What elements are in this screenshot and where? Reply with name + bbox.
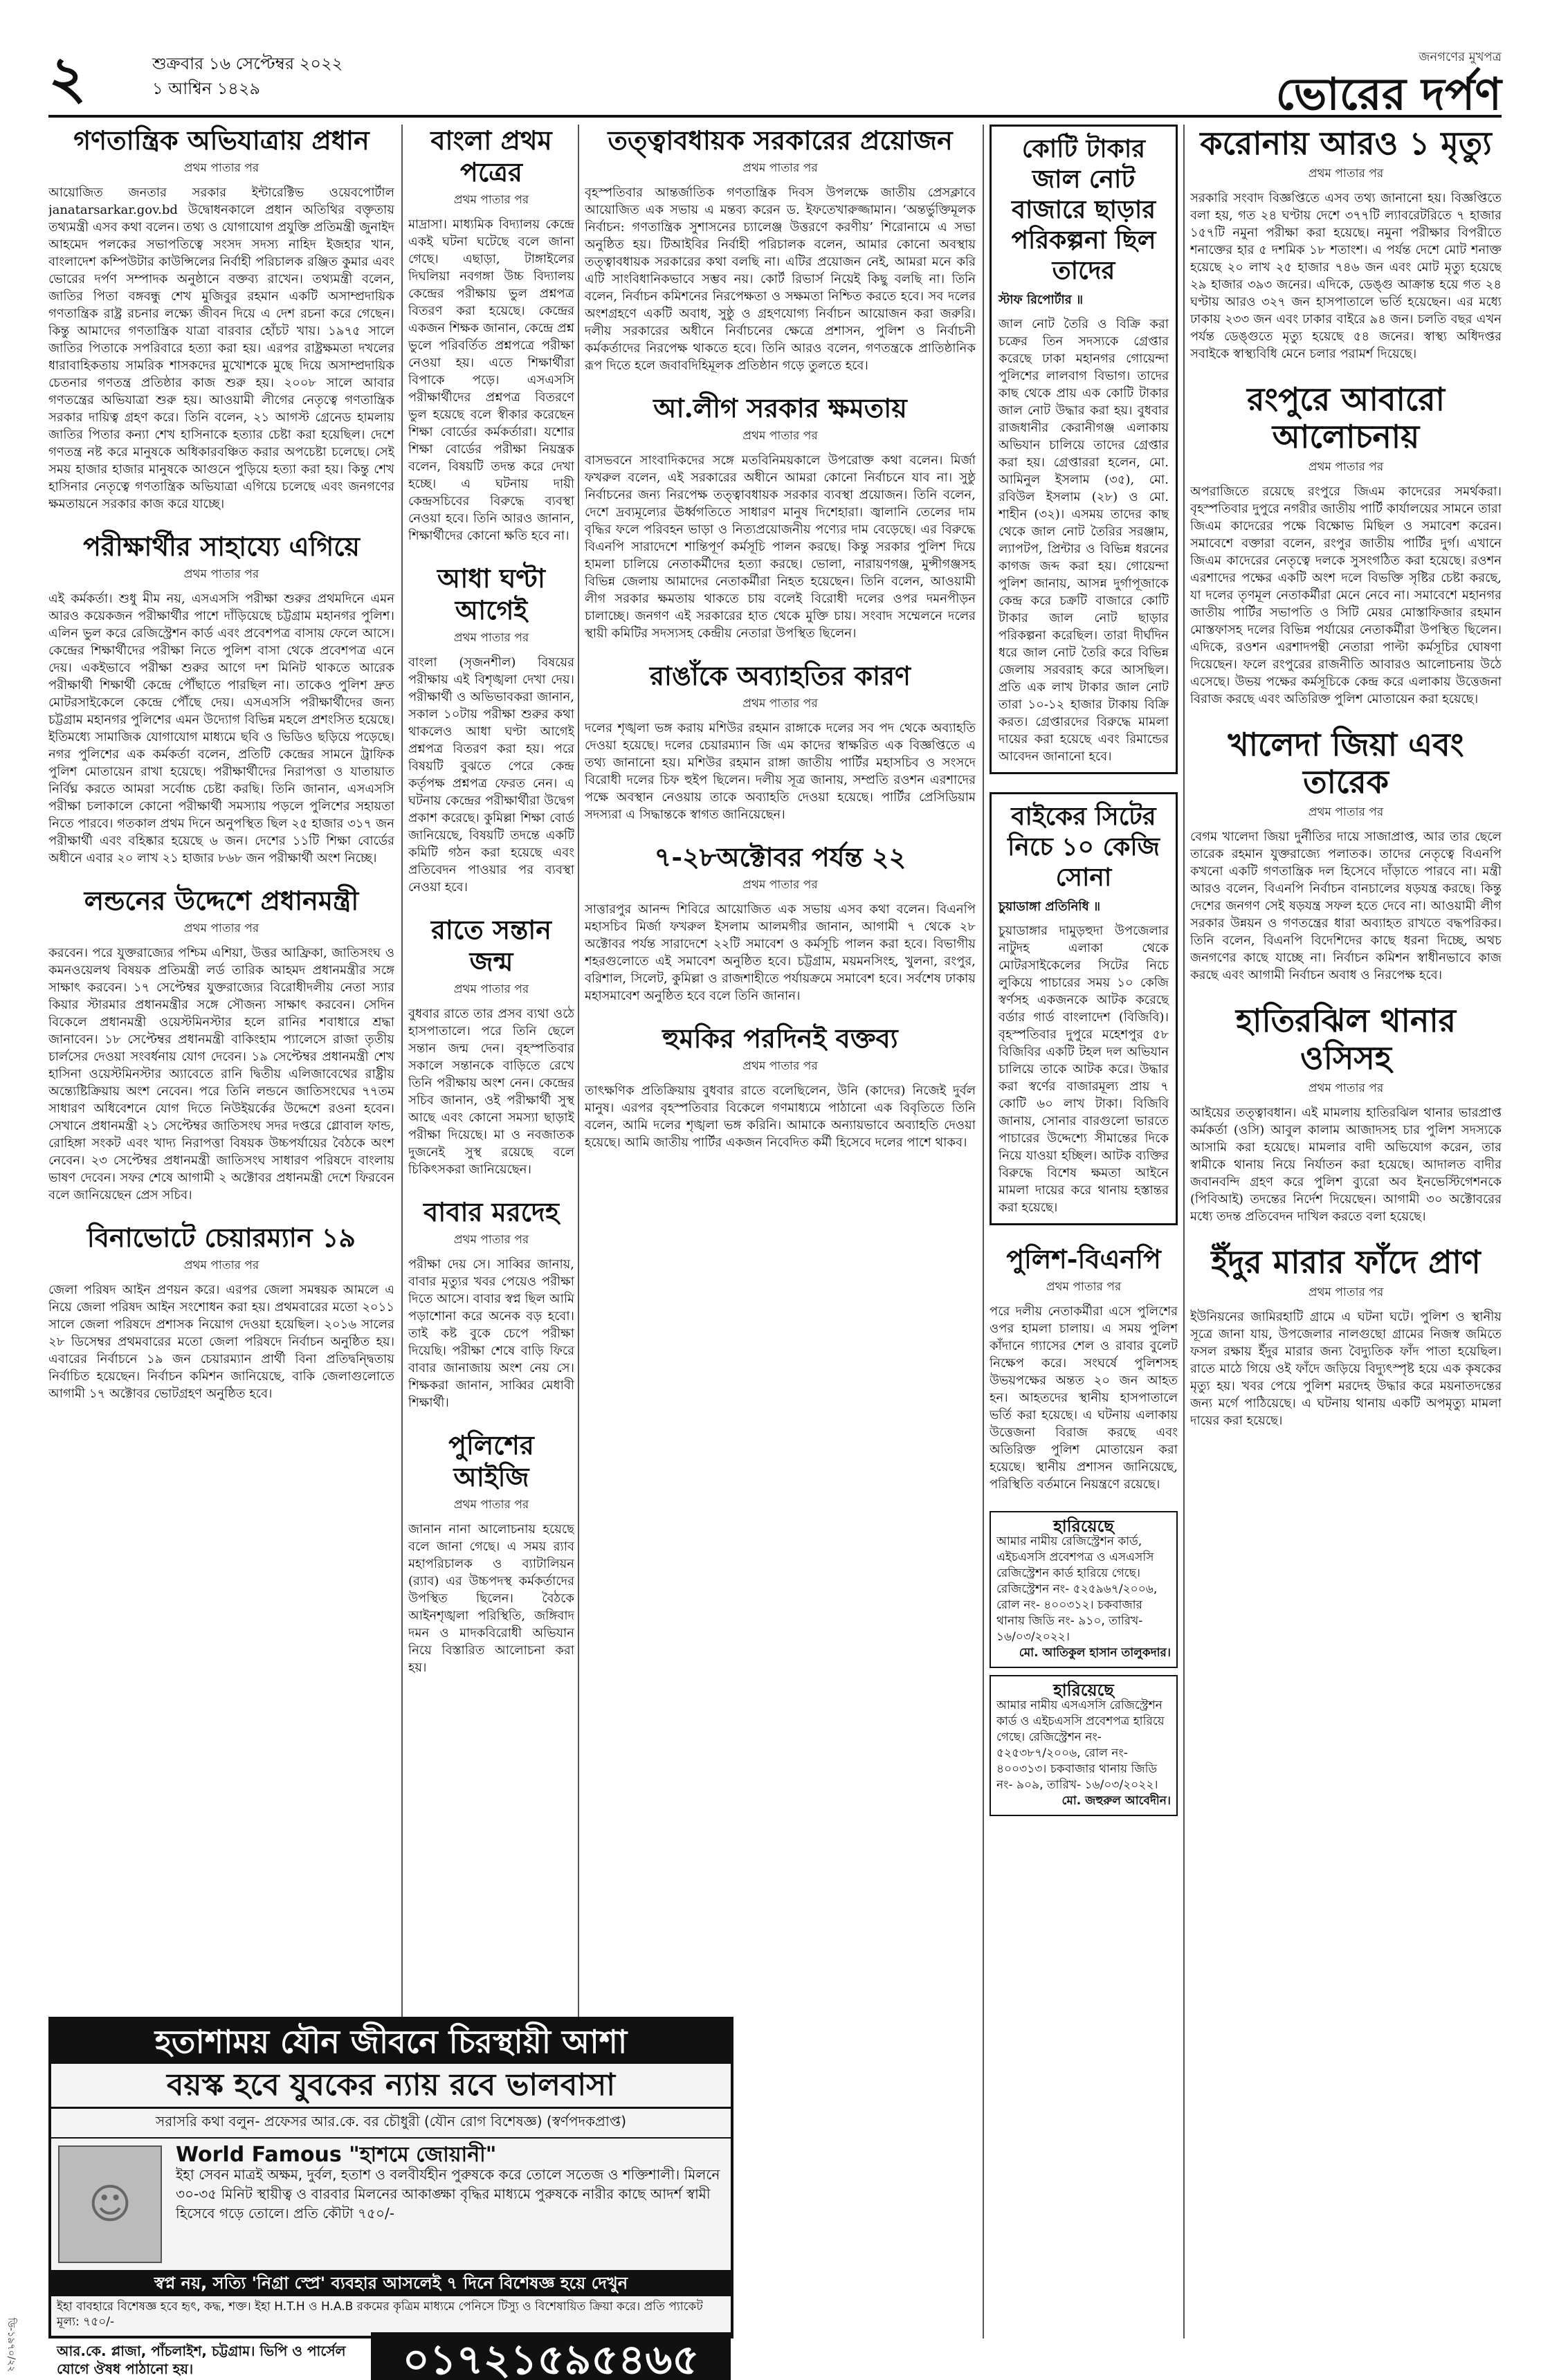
newspaper-logo bbox=[1276, 47, 1502, 121]
article bbox=[585, 660, 976, 823]
logo-tagline: জনগণের মুখপত্র bbox=[1419, 50, 1502, 64]
article bbox=[408, 914, 574, 1178]
column-rule bbox=[983, 125, 984, 2338]
headline: খালেদা জিয়া এবং তারেক bbox=[1228, 726, 1464, 800]
date-bengali: ১ আশ্বিন ১৪২৯ bbox=[152, 79, 261, 98]
article-body: চুয়াডাঙ্গার দামুড়হুদা উপজেলার নাটুদহ এলাকা থেকে মোটরসাইকেলের সিটের নিচে লুকিয়ে পাচারের সময় ১০ কেজি স্বর্ণসহ একজনকে আটক করেছে বর্ডার গার্ড বাংলাদেশ (বিজিবি)। বৃহস্পতিবার দুপুরে মহেশপুর ৫৮ বিজিবির একটি টহল দল অভিযান চালিয়ে তাকে আটক করে। উদ্ধার করা স্বর্ণের বাজারমূল্য প্রায় ৭ কোটি ৬০ লাখ টাকা। বিজিবি জানায়, সোনার বারগুলো ভারতে পাচারের উদ্দেশ্যে সীমান্তের দিকে নিয়ে যাওয়া হচ্ছিল। আটক ব্যক্তির বিরুদ্ধে বিশেষ ক্ষমতা আইনে মামলা দায়ের করে থানায় হস্তান্তর করা হয়েছে। bbox=[999, 924, 1169, 1215]
article-body: জেলা পরিষদ আইন প্রণয়ন করে। এরপর জেলা সমন্বয়ক আমলে এ নিয়ে জেলা পরিষদ আইন সংশোধন করা হয়। প্রথমবারের মতো ২০১১ সালে জেলা পরিষদে প্রশাসক নিয়োগ দেওয়া হয়েছিল। ২০১৬ সালের ২৮ ডিসেম্বর প্রথমবারের মতো জেলা পরিষদে নির্বাচন অনুষ্ঠিত হয়। এবারের নির্বাচনে ১৯ জন চেয়ারম্যান প্রার্থী বিনা প্রতিদ্বন্দ্বিতায় নির্বাচিত হয়েছেন। নির্বাচন কমিশন জানিয়েছে, বাকি জেলাগুলোতে আগামী ১৭ অক্টোবর ভোটগ্রহণ অনুষ্ঠিত হবে। bbox=[48, 1283, 394, 1401]
article bbox=[1190, 381, 1502, 708]
article bbox=[585, 392, 976, 642]
article-body: মাদ্রাসা। মাধ্যমিক বিদ্যালয় কেন্দ্রে একই ঘটনা ঘটেছে বলে জানা গেছে। এছাড়া, টাঙ্গাইলের দিঘলিয়া নবগঙ্গা উচ্চ বিদ্যালয় কেন্দ্রের পরীক্ষায় ভুল প্রশ্নপত্র বিতরণ করা হয়েছে। কেন্দ্রের একজন শিক্ষক জানান, কেন্দ্রে প্রশ্ন ভুলে পরিবর্তিত প্রশ্নপত্রে পরীক্ষা নেওয়া হয়। এতে শিক্ষার্থীরা বিপাকে পড়ে। এসএসসি পরীক্ষার্থীদের প্রশ্নপত্র বিতরণে ভুল হয়েছে বলে স্বীকার করেছেন শিক্ষা বোর্ডের কর্মকর্তারা। যশোর শিক্ষা বোর্ডের পরীক্ষা নিয়ন্ত্রক বলেন, বিষয়টি তদন্ত করে দেখা হচ্ছে। এ ঘটনায় দায়ী কেন্দ্রসচিবের বিরুদ্ধে ব্যবস্থা নেওয়া হবে। তিনি আরও জানান, শিক্ষার্থীদের কোনো ক্ষতি হবে না। bbox=[408, 217, 574, 543]
article-body: আয়োজিত জনতার সরকার ইন্টারেক্টিভ ওয়েবপোর্টাল janatarsarkar.gov.bd উদ্বোধনকালে প্রধান অতিথির বক্তৃতায় তথ্যমন্ত্রী এসব কথা বলেন। তথ্য ও যোগাযোগ প্রযুক্তি প্রতিমন্ত্রী জুনাইদ আহমেদ পলকের সভাপতিত্বে সংসদ সদস্য নাহিদ ইজহার খান, বাংলাদেশ কম্পিউটার কাউন্সিলের নির্বাহী পরিচালক রঞ্জিত কুমার এবং ভোরের দর্পণ সম্পাদক অনুষ্ঠানে বক্তব্য রাখেন। তথ্যমন্ত্রী বলেন, জাতির পিতা বঙ্গবন্ধু শেখ মুজিবুর রহমান একটি অসাম্প্রদায়িক গণতান্ত্রিক রাষ্ট্র রচনার লক্ষ্যে জীবন দিয়ে এ দেশ রচনা করে গেছেন। কিন্তু আমাদের গণতান্ত্রিক যাত্রা বারবার হোঁচট খায়। ১৯৭৫ সালে জাতির পিতাকে সপরিবারে হত্যা করা হয়। এরপর রাষ্ট্রক্ষমতা দখলের ধারাবাহিকতায় সামরিক শাসকদের মুখোশকে মুছে দিয়ে অসাম্প্রদায়িক চেতনার গণতন্ত্র প্রতিষ্ঠার কাজ শুরু হয়। ২০০৮ সালে আবার গণতন্ত্রের অভিযাত্রা শুরু হয়। আওয়ামী লীগের নেতৃত্বে গণতান্ত্রিক সরকার দায়িত্ব গ্রহণ করে। তিনি বলেন, ২১ আগস্ট গ্রেনেড হামলায় জাতির পিতার কন্যা শেখ হাসিনাকে হত্যার চেষ্টা করা হয়েছিল। দেশে গণতন্ত্র নষ্ট করে মানুষকে অধিকারবঞ্চিত করার অপচেষ্টা চলেছে। সেই সময় হাজার হাজার মানুষকে আগুনে পুড়িয়ে হত্যা করা হয়। কিন্তু শেখ হাসিনার নেতৃত্বে গণতান্ত্রিক অভিযাত্রা এগিয়ে চলেছে এবং জনগণের ক্ষমতায়নে সরকার কাজ করে যাচ্ছে। bbox=[48, 185, 394, 511]
boxed-article bbox=[990, 792, 1178, 1225]
ad-product: World Famous "হাশমে জোয়ানী" bbox=[176, 2143, 497, 2167]
article-body: জাল নোট তৈরি ও বিক্রি করা চক্রের তিন সদস্যকে গ্রেপ্তার করেছে ঢাকা মহানগর গোয়েন্দা পুলিশের লালবাগ বিভাগ। তাদের কাছ থেকে প্রায় এক কোটি টাকার জাল নোট উদ্ধার করা হয়। বুধবার রাজধানীর কেরানীগঞ্জ এলাকায় অভিযান চালিয়ে তাদের গ্রেপ্তার করা হয়। গ্রেপ্তাররা হলেন, মো. আমিনুল ইসলাম (৩৫), মো. রবিউল ইসলাম (২৮) ও মো. শাহীন (৩২)। এসময় তাদের কাছ থেকে জাল নোট তৈরির সরঞ্জাম, ল্যাপটপ, প্রিন্টার ও বিভিন্ন ধরনের কাগজ জব্দ করা হয়। গোয়েন্দা পুলিশ জানায়, আসন্ন দুর্গাপূজাকে কেন্দ্র করে চক্রটি বাজারে কোটি টাকার জাল নোট ছাড়ার পরিকল্পনা করেছিল। তারা দীর্ঘদিন ধরে জাল নোট তৈরি করে বিভিন্ন জেলায় সরবরাহ করে আসছিল। প্রতি এক লাখ টাকার জাল নোট তারা ১০-১২ হাজার টাকায় বিক্রি করত। গ্রেপ্তারদের বিরুদ্ধে মামলা দায়ের করা হয়েছে এবং রিমান্ডের আবেদন জানানো হবে। bbox=[999, 317, 1169, 764]
article bbox=[1190, 1243, 1502, 1429]
side-code: ডি-১৯৭০/২২ bbox=[6, 2318, 17, 2372]
lost-notice bbox=[990, 1675, 1178, 1816]
date-gregorian: শুক্রবার ১৬ সেপ্টেম্বর ২০২২ bbox=[152, 54, 343, 73]
headline: পুলিশ-বিএনপি bbox=[1006, 1243, 1161, 1274]
continued-label: প্রথম পাতার পর bbox=[1046, 1280, 1122, 1294]
column-rule bbox=[1183, 125, 1185, 2338]
notice-body: আমার নামীয় এসএসসি রেজিস্ট্রেশন কার্ড ও এইচএসসি প্রবেশপত্র হারিয়ে গেছে। রেজিস্ট্রেশন নং- ৫২৫৩৮৭/২০০৬, রোল নং- ৪০০৩১৩। চকবাজার থানায় জিডি নং- ৯০৯, তারিখ- ১৬/০৩/২০২২। bbox=[996, 1699, 1165, 1792]
headline: বিনাভোটে চেয়ারম্যান ১৯ bbox=[86, 1222, 356, 1253]
continued-label: প্রথম পাতার পর bbox=[742, 878, 818, 892]
article bbox=[585, 841, 976, 1005]
headline: করোনায় আরও ১ মৃত্যু bbox=[1200, 125, 1492, 162]
article bbox=[585, 125, 976, 374]
headline: গণতান্ত্রিক অভিযাত্রায় প্রধান bbox=[73, 125, 370, 156]
continued-label: প্রথম পাতার পর bbox=[742, 161, 818, 175]
column-c bbox=[585, 125, 976, 2338]
article-body: পরে দলীয় নেতাকর্মীরা এসে পুলিশের ওপর হামলা চালায়। এ সময় পুলিশ কাঁদানে গ্যাসের শেল ও রাবার বুলেট নিক্ষেপ করে। সংঘর্ষে পুলিশসহ উভয়পক্ষের অন্তত ২০ জন আহত হন। আহতদের স্থানীয় হাসপাতালে ভর্তি করা হয়েছে। এ ঘটনায় এলাকায় উত্তেজনা বিরাজ করছে এবং অতিরিক্ত পুলিশ মোতায়েন করা হয়েছে। স্থানীয় প্রশাসন জানিয়েছে, পরিস্থিতি বর্তমানে নিয়ন্ত্রণে রয়েছে। bbox=[990, 1304, 1178, 1492]
continued-label: প্রথম পাতার পর bbox=[742, 1059, 818, 1073]
article-body: দলের শৃঙ্খলা ভঙ্গ করায় মশিউর রহমান রাঙ্গাকে দলের সব পদ থেকে অব্যাহতি দেওয়া হয়েছে। দলের চেয়ারম্যান জি এম কাদের স্বাক্ষরিত এক বিজ্ঞপ্তিতে এ তথ্য জানানো হয়। মশিউর রহমান রাঙ্গা জাতীয় পার্টির মহাসচিব ও সংসদে বিরোধী দলের চিফ হুইপ ছিলেন। দলীয় সূত্র জানায়, সম্প্রতি রওশন এরশাদের পক্ষে অবস্থান নেওয়ায় তাকে অব্যাহতি দেওয়া হয়েছে। পার্টির প্রেসিডিয়াম সদস্যরা এ সিদ্ধান্তকে স্বাগত জানিয়েছেন। bbox=[585, 721, 976, 822]
lost-notice bbox=[990, 1511, 1178, 1668]
continued-label: প্রথম পাতার পর bbox=[1308, 1285, 1384, 1299]
article bbox=[408, 125, 574, 544]
column-a bbox=[48, 125, 394, 2338]
article-body: পরীক্ষা দেয় সে। সাব্বির জানায়, বাবার মৃত্যুর খবর পেয়েও পরীক্ষা দিতে আসে। বাবার স্বপ্ন ছিল আমি পড়াশোনা করে অনেক বড় হবো। তাই কষ্ট বুকে চেপে পরীক্ষা দিয়েছি। পরীক্ষা শেষে বাড়ি ফিরে বাবার জানাজায় অংশ নেয় সে। শিক্ষকরা জানান, সাব্বির মেধাবী শিক্ষার্থী। bbox=[408, 1257, 574, 1410]
ad-main bbox=[51, 2139, 731, 2270]
article bbox=[585, 1023, 976, 1151]
ad-subheadline: বয়স্ক হবে যুবকের ন্যায় রবে ভালবাসা bbox=[51, 2064, 731, 2109]
logo-name: ভোরের দর্পণ bbox=[1275, 68, 1502, 120]
continued-label: প্রথম পাতার পর bbox=[183, 922, 259, 935]
continued-label: প্রথম পাতার পর bbox=[453, 982, 529, 996]
article bbox=[408, 562, 574, 896]
article-body: জানান নানা আলোচনায় হয়েছে বলে জানা গেছে। এ সময় র‍্যাব মহাপরিচালক ও ব্যাটালিয়ন (র‍্যাব) এর উচ্চপদস্থ কর্মকর্তাদের উপস্থিত ছিলেন। বৈঠকে আইনশৃঙ্খলা পরিস্থিতি, জঙ্গিবাদ দমন ও মাদকবিরোধী অভিযান নিয়ে বিস্তারিত আলোচনা করা হয়। bbox=[408, 1522, 574, 1675]
article-body: তাৎক্ষণিক প্রতিক্রিয়ায় বুধবার রাতে বলেছিলেন, উনি (কাদের) নিজেই দুর্বল মানুষ। এরপর বৃহস্পতিবার বিকেলে গণমাধ্যমে পাঠানো এক বিবৃতিতে তিনি বলেন, আমি দলের শৃঙ্খলা ভঙ্গ করিনি। আমাকে অন্যায়ভাবে অব্যাহতি দেওয়া হয়েছে। আমি জাতীয় পার্টির একজন নিবেদিত কর্মী হিসেবে দলের পাশে থাকব। bbox=[585, 1083, 976, 1150]
headline: আ.লীগ সরকার ক্ষমতায় bbox=[653, 392, 907, 423]
ad-strip: স্বপ্ন নয়, সত্যি 'নিগ্রা স্প্রে' ব্যবহার আসলেই ৭ দিনে বিশেষজ্ঞ হয়ে দেখুন bbox=[51, 2270, 731, 2296]
doctor-photo-icon: ☺ bbox=[58, 2145, 162, 2263]
ad-contact-line: সরাসরি কথা বলুন- প্রফেসর আর.কে. বর চৌধুরী (যৌন রোগ বিশেষজ্ঞ) (স্বর্ণপদকপ্রাপ্ত) bbox=[51, 2109, 731, 2139]
ad-text bbox=[169, 2139, 731, 2270]
column-rule bbox=[401, 125, 403, 2338]
continued-label: প্রথম পাতার পর bbox=[453, 1498, 529, 1512]
continued-label: প্রথম পাতার পর bbox=[1308, 460, 1384, 474]
continued-label: প্রথম পাতার পর bbox=[453, 193, 529, 207]
ad-small-print: ইহা বাবহারে বিশেষজ্ঞ হবে হৃৎ, কদ্ধ, শক্ত। ইহা H.T.H ও H.A.B রকমের কৃত্রিম মাধ্যমে পেনিসে টিস্যু ও বিশেষায়িত ক্রিয়া করে। প্রতি প্যাকেট মূল্য: ৭৫০/- bbox=[57, 2300, 703, 2329]
notice-body: আমার নামীয় রেজিস্ট্রেশন কার্ড, এইচএসসি প্রবেশপত্র ও এসএসসি রেজিস্ট্রেশন কার্ড হারিয়ে গেছে। রেজিস্ট্রেশন নং- ৫২৫৯৬৭/২০০৬, রোল নং- ৪০০৩১২। চকবাজার থানায় জিডি নং- ৯১০, তারিখ- ১৬/০৩/২০২২। bbox=[996, 1535, 1158, 1644]
column-e bbox=[1190, 125, 1502, 2338]
columns bbox=[48, 125, 1502, 2338]
article-body: অপরাজিতে রয়েছে রংপুরে জিএম কাদেরের সমর্থকরা। বৃহস্পতিবার দুপুরে নগরীর জাতীয় পার্টি কার্যালয়ের সামনে তারা জিএম কাদেরের পক্ষে বিক্ষোভ মিছিল ও সমাবেশ করেন। সমাবেশে বক্তারা বলেন, রংপুর জাতীয় পার্টির দুর্গ। এখানে জিএম কাদেরের নেতৃত্বে দলকে সুসংগঠিত করা হয়েছে। রওশন এরশাদের পক্ষের একটি অংশ দলে বিভক্তি সৃষ্টির চেষ্টা করছে, যা দলের তৃণমূল নেতাকর্মীরা মেনে নেবে না। সমাবেশে মহানগর জাতীয় পার্টির সভাপতি ও সিটি মেয়র মোস্তাফিজার রহমান মোস্তফাসহ দলের বিভিন্ন পর্যায়ের নেতাকর্মীরা উপস্থিত ছিলেন। এদিকে, রওশন এরশাদপন্থী নেতারা পাল্টা কর্মসূচির ঘোষণা দিয়েছেন। ফলে রংপুরের রাজনীতি আবারও আলোচনায় উঠে এসেছে। উভয় পক্ষের কর্মসূচিকে কেন্দ্র করে এলাকায় উত্তেজনা বিরাজ করছে এবং অতিরিক্ত পুলিশ মোতায়েন করা হয়েছে। bbox=[1190, 484, 1502, 706]
article bbox=[48, 885, 394, 1204]
boxed-article bbox=[990, 125, 1178, 774]
page-number: ২ bbox=[48, 43, 86, 111]
article bbox=[1190, 1002, 1502, 1225]
headline: তত্ত্বাবধায়ক সরকারের প্রয়োজন bbox=[608, 125, 953, 156]
continued-label: প্রথম পাতার পর bbox=[453, 631, 529, 645]
headline: বাংলা প্রথম পত্রের bbox=[430, 125, 552, 187]
column-d bbox=[990, 125, 1178, 2338]
continued-label: প্রথম পাতার পর bbox=[1308, 1081, 1384, 1095]
continued-label: প্রথম পাতার পর bbox=[183, 161, 259, 175]
notice-title: হারিয়েছে bbox=[1053, 1516, 1114, 1536]
continued-label: প্রথম পাতার পর bbox=[742, 697, 818, 711]
headline: আধা ঘণ্টা আগেই bbox=[437, 562, 545, 625]
headline: বাবার মরদেহ bbox=[423, 1196, 559, 1227]
article-body: বাসভবনে সাংবাদিকদের সঙ্গে মতবিনিময়কালে উপরোক্ত কথা বলেন। মির্জা ফখরুল বলেন, এই সরকারের অধীনে আমরা কোনো নির্বাচনে যাব না। সুষ্ঠু নির্বাচনের জন্য নিরপেক্ষ তত্ত্বাবধায়ক সরকার ব্যবস্থা প্রয়োজন। তিনি বলেন, দেশে দ্রব্যমূল্যের ঊর্ধ্বগতিতে সাধারণ মানুষ দিশেহারা। জ্বালানি তেলের দাম বৃদ্ধির ফলে পরিবহন ভাড়া ও নিত্যপ্রয়োজনীয় পণ্যের দাম বেড়েছে। এর বিরুদ্ধে বিএনপি সারাদেশে শান্তিপূর্ণ কর্মসূচি পালন করছে। কিন্তু সরকার পুলিশ দিয়ে হামলা চালিয়ে নেতাকর্মীদের হত্যা করছে। ভোলা, নারায়ণগঞ্জ, মুন্সীগঞ্জসহ বিভিন্ন জেলায় আমাদের নেতাকর্মীরা নিহত হয়েছেন। তিনি বলেন, আওয়ামী লীগ সরকার ক্ষমতায় থাকতে চায় বলেই বিরোধী দলের ওপর দমনপীড়ন চালাচ্ছে। জনগণ এই সরকারের হাত থেকে মুক্তি চায়। সংবাদ সম্মেলনে দলের স্থায়ী কমিটির সদস্যসহ কেন্দ্রীয় নেতারা উপস্থিত ছিলেন। bbox=[585, 453, 976, 641]
article-body: বৃহস্পতিবার আন্তর্জাতিক গণতান্ত্রিক দিবস উপলক্ষে জাতীয় প্রেসক্লাবে আয়োজিত এক সভায় এ মন্তব্য করেন ড. ইফতেখারুজ্জামান। ‘অন্তর্ভুক্তিমূলক নির্বাচন: গণতান্ত্রিক সুশাসনের চ্যালেঞ্জ উত্তরণে করণীয়’ শিরোনামে এ সভা অনুষ্ঠিত হয়। টিআইবির নির্বাহী পরিচালক বলেন, আমার কোনো অবস্থায় তত্ত্বাবধায়ক সরকারের কথা বলছি না। এটির প্রয়োজন নেই, আমরা মনে করি এটি সাংবিধানিকভাবে সম্ভব নয়। কোর্ট রিভার্স নিয়েই কিছু বলছি না। তিনি বলেন, নির্বাচন কমিশনের নিরপেক্ষতা ও সক্ষমতা নিশ্চিত করতে হবে। সব দলের অংশগ্রহণে একটি অবাধ, সুষ্ঠু ও গ্রহণযোগ্য নির্বাচন আয়োজন করা জরুরি। দলীয় সরকারের অধীনে নির্বাচনের ক্ষেত্রে প্রশাসন, পুলিশ ও নির্বাচনী কর্মকর্তাদের নিরপেক্ষ থাকতে হবে। তিনি আরও বলেন, গণতন্ত্রকে প্রাতিষ্ঠানিক রূপ দিতে হলে জবাবদিহিমূলক প্রতিষ্ঠান গড়ে তুলতে হবে। bbox=[585, 185, 976, 373]
column-b bbox=[408, 125, 574, 1979]
masthead bbox=[48, 42, 1502, 118]
article-body: বাংলা (সৃজনশীল) বিষয়ের পরীক্ষায় এই বিশৃঙ্খলা দেখা দেয়। পরীক্ষার্থী ও অভিভাবকরা জানান, সকাল ১০টায় পরীক্ষা শুরুর কথা থাকলেও আধা ঘণ্টা আগেই প্রশ্নপত্র বিতরণ করা হয়। পরে বিষয়টি বুঝতে পেরে কেন্দ্র কর্তৃপক্ষ প্রশ্নপত্র ফেরত নেন। এ ঘটনায় কেন্দ্রের পরীক্ষার্থীরা উদ্বেগ প্রকাশ করেছে। কুমিল্লা শিক্ষা বোর্ড জানিয়েছে, বিষয়টি তদন্তে একটি কমিটি গঠন করা হয়েছে এবং প্রতিবেদন পাওয়ার পর ব্যবস্থা নেওয়া হবে। bbox=[408, 655, 574, 895]
headline: হুমকির পরদিনই বক্তব্য bbox=[662, 1023, 898, 1054]
article bbox=[990, 1243, 1178, 1493]
article bbox=[48, 1222, 394, 1402]
headline: ৭-২৮অক্টোবর পর্যন্ত ২২ bbox=[654, 841, 906, 872]
dateline bbox=[152, 51, 343, 101]
article-body: এই কর্মকর্তা। শুধু মীম নয়, এসএসসি পরীক্ষা শুরুর প্রথমদিনে এমন আরও কয়েকজন পরীক্ষার্থীর পাশে দাঁড়িয়েছে চট্টগ্রাম মহানগর পুলিশ। এলিন ভুল করে রেজিস্ট্রেশন কার্ড এবং প্রবেশপত্র বাসায় ফেলে আসে। কেন্দ্রের শিক্ষার্থীদের পরীক্ষা নিতে পুলিশ বাসা থেকে প্রবেশপত্র এনে দেয়। একইভাবে পরীক্ষা শুরুর আগে দশ মিনিট থাকতে আরেক পরীক্ষার্থী শিক্ষার্থী কেন্দ্রে পৌঁছাতে পারছিল না। তাকেও পুলিশ দ্রুত মোটরসাইকেলে কেন্দ্রে পৌঁছে দেয়। এসএসসি পরীক্ষার্থীদের জন্য চট্টগ্রাম মহানগর পুলিশের এমন উদ্যোগ বিভিন্ন মহলে প্রশংসিত হয়েছে। ইতিমধ্যে সামাজিক যোগাযোগ মাধ্যমে ছবি ও ভিডিও ছড়িয়ে পড়েছে। নগর পুলিশের এক কর্মকর্তা বলেন, প্রতিটি কেন্দ্রের সামনে ট্রাফিক পুলিশ মোতায়েন রাখা হয়েছে। পরীক্ষার্থীদের নিরাপত্তা ও যাতায়াত নির্বিঘ্ন করতে আমরা সর্বোচ্চ চেষ্টা করছি। তিনি জানান, এসএসসি পরীক্ষা চলাকালে কোনো পরীক্ষার্থী সমস্যায় পড়লে পুলিশের সহায়তা নিতে পারবে। গতকাল প্রথম দিনে অনুপস্থিত ছিল ২৫ হাজার ৩১৭ জন পরীক্ষার্থী এবং বহিষ্কার হয়েছে ৬ জন। দেশের ১১টি শিক্ষা বোর্ডের অধীনে এবার ২০ লাখ ২১ হাজার ৮৬৮ জন পরীক্ষার্থী অংশ নিচ্ছে। bbox=[48, 592, 394, 866]
headline: কোটি টাকার জাল নোট বাজারে ছাড়ার পরিকল্পনা ছিল তাদের bbox=[1011, 134, 1156, 285]
ad-footer bbox=[51, 2332, 731, 2380]
byline: স্টাফ রিপোর্টার ॥ bbox=[999, 293, 1084, 307]
article bbox=[48, 531, 394, 867]
article-body: বেগম খালেদা জিয়া দুর্নীতির দায়ে সাজাপ্রাপ্ত, আর তার ছেলে তারেক রহমান যুক্তরাজ্যে পলাতক। তাদের নেতৃত্বে বিএনপি কখনো একটি গণতান্ত্রিক দল হিসেবে দাঁড়াতে পারবে না। মন্ত্রী আরও বলেন, বিএনপি নির্বাচন বানচালের ষড়যন্ত্র করছে। কিন্তু দেশের জনগণ সেই ষড়যন্ত্র সফল হতে দেবে না। আওয়ামী লীগ সরকার উন্নয়ন ও গণতন্ত্রের ধারা অব্যাহত রাখতে বদ্ধপরিকর। তিনি বলেন, বিএনপি বিদেশিদের কাছে ধরনা দিচ্ছে, অথচ জনগণের কাছে যাচ্ছে না। নির্বাচন কমিশন স্বাধীনভাবে কাজ করছে এবং আগামী নির্বাচন অবাধ ও নিরপেক্ষ হবে। bbox=[1190, 830, 1502, 982]
headline: পুলিশের আইজি bbox=[448, 1429, 534, 1492]
continued-label: প্রথম পাতার পর bbox=[183, 567, 259, 581]
headline: রাতে সন্তান জন্ম bbox=[431, 914, 551, 977]
article bbox=[408, 1196, 574, 1411]
continued-label: প্রথম পাতার পর bbox=[183, 1258, 259, 1272]
headline: পরীক্ষার্থীর সাহায্যে এগিয়ে bbox=[83, 531, 360, 562]
column-rule bbox=[578, 125, 579, 2338]
article bbox=[1190, 726, 1502, 984]
article bbox=[1190, 125, 1502, 363]
continued-label: প্রথম পাতার পর bbox=[1308, 167, 1384, 181]
continued-label: প্রথম পাতার পর bbox=[742, 429, 818, 443]
article-body: সরকারি সংবাদ বিজ্ঞপ্তিতে এসব তথ্য জানানো হয়। বিজ্ঞপ্তিতে বলা হয়, গত ২৪ ঘণ্টায় দেশে ৩৭৭টি ল্যাবরেটরিতে ৭ হাজার ১৫৭টি নমুনা পরীক্ষা করা হয়েছে। নমুনা পরীক্ষার বিপরীতে শনাক্তের হার ৫ দশমিক ১৮ শতাংশ। এ পর্যন্ত দেশে মোট শনাক্ত হয়েছে ২০ লাখ ২৫ হাজার ৭৪৬ জন এবং মোট মৃত্যু হয়েছে ২৯ হাজার ৩৯৩ জনের। এদিকে, ডেঙ্গু আক্রান্ত হয়ে গত ২৪ ঘণ্টায় আরও ৩২৭ জন হাসপাতালে ভর্তি হয়েছেন। এর মধ্যে ঢাকায় ২৩৩ জন এবং ঢাকার বাইরে ৯৪ জন। চলতি বছর এখন পর্যন্ত ডেঙ্গুতে মৃত্যু হয়েছে ৫৪ জনের। স্বাস্থ্য অধিদপ্তর সবাইকে স্বাস্থ্যবিধি মেনে চলার পরামর্শ দিয়েছে। bbox=[1190, 191, 1502, 361]
article bbox=[408, 1429, 574, 1676]
ad-body: ইহা সেবন মাত্রই অক্ষম, দুর্বল, হতাশ ও বলবীর্যহীন পুরুষকে করে তোলে সতেজ ও শক্তিশালী। মিলনে ৩০-৩৫ মিনিট স্থায়ীত্ব ও বারবার মিলনের আকাঙ্ক্ষা বৃদ্ধির মাধ্যমে পুরুষকে নারীর কাছে আদর্শ স্বামী হিসেবে গড়ে তোলে। প্রতি কৌটা ৭৫০/- bbox=[176, 2166, 720, 2222]
byline: চুয়াডাঙ্গা প্রতিনিধি ॥ bbox=[999, 899, 1101, 914]
ad-headline: হতাশাময় যৌন জীবনে চিরস্থায়ী আশা bbox=[51, 2020, 731, 2064]
ad-address: আর.কে. প্লাজা, পাঁচলাইশ, চট্টগ্রাম। ভিপি ও পার্সেল যোগে ঔষধ পাঠানো হয়। bbox=[57, 2343, 346, 2377]
headline: বাইকের সিটের নিচে ১০ কেজি সোনা bbox=[1008, 802, 1160, 892]
headline: রংপুরে আবারো আলোচনায় bbox=[1247, 381, 1445, 455]
continued-label: প্রথম পাতার পর bbox=[453, 1233, 529, 1247]
ad-phone: ০১৭২১৫৯৫৪৬৫ bbox=[371, 2332, 731, 2380]
headline: হাতিরঝিল থানার ওসিসহ bbox=[1236, 1002, 1456, 1077]
headline: লন্ডনের উদ্দেশে প্রধানমন্ত্রী bbox=[84, 885, 359, 916]
notice-name: মো. জহুরুল আবেদীন। bbox=[1061, 1794, 1171, 1808]
advertisement bbox=[48, 2017, 733, 2380]
article bbox=[48, 125, 394, 513]
article-body: করবেন। পরে যুক্তরাজ্যের পশ্চিম এশিয়া, উত্তর আফ্রিকা, জাতিসংঘ ও কমনওয়েলথ বিষয়ক প্রতিমন্ত্রী লর্ড তারিক আহমদ প্রধানমন্ত্রীর সঙ্গে সাক্ষাৎ করবেন। ১৭ সেপ্টেম্বর যুক্তরাজ্যের বিরোধীদলীয় নেতা স্যার কিয়ার স্টারমার প্রধানমন্ত্রীর সঙ্গে সৌজন্য সাক্ষাৎ করবেন। সেদিন বিকেলে প্রধানমন্ত্রী ওয়েস্টমিনস্টার হলে রানির শবাধারে শ্রদ্ধা জানাবেন। ১৮ সেপ্টেম্বর প্রধানমন্ত্রী বাকিংহাম প্যালেসে রাজা তৃতীয় চার্লসের দেওয়া সংবর্ধনায় যোগ দেবেন। ১৯ সেপ্টেম্বর প্রধানমন্ত্রী শেখ হাসিনা ওয়েস্টমিনস্টার অ্যাবেতে রানি দ্বিতীয় এলিজাবেথের রাষ্ট্রীয় অন্ত্যেষ্টিক্রিয়ায় অংশ নেবেন। পরে তিনি লন্ডনে জাতিসংঘের ৭৭তম সাধারণ অধিবেশনে যোগ দিতে নিউইয়র্কের উদ্দেশে রওনা হবেন। সেখানে প্রধানমন্ত্রী ২১ সেপ্টেম্বর জাতিসংঘ সদর দপ্তরে গ্লোবাল ফান্ড, রোহিঙ্গা সংকট এবং খাদ্য নিরাপত্তা বিষয়ক উচ্চপর্যায়ের বৈঠকে অংশ নেবেন। ২৩ সেপ্টেম্বর প্রধানমন্ত্রী জাতিসংঘ সাধারণ পরিষদে বাংলায় ভাষণ দেবেন। সফর শেষে আগামী ২ অক্টোবর প্রধানমন্ত্রী দেশে ফিরবেন বলে জানিয়েছেন প্রেস সচিব। bbox=[48, 946, 394, 1202]
continued-label: প্রথম পাতার পর bbox=[1308, 805, 1384, 819]
article-body: বুধবার রাতে তার প্রসব ব্যথা ওঠে হাসপাতালে। পরে তিনি ছেলে সন্তান জন্ম দেন। বৃহস্পতিবার সকালে সন্তানকে বাড়িতে রেখে তিনি পরীক্ষায় অংশ নেন। কেন্দ্রের সচিব জানান, ওই পরীক্ষার্থী সুস্থ আছে এবং কোনো সমস্যা ছাড়াই পরীক্ষা দিয়েছে। মা ও নবজাতক দুজনেই সুস্থ রয়েছে বলে চিকিৎসকরা জানিয়েছেন। bbox=[408, 1007, 574, 1177]
article-body: সাত্তারপুর আনন্দ শিবিরে আয়োজিত এক সভায় এসব কথা বলেন। বিএনপি মহাসচিব মির্জা ফখরুল ইসলাম আলমগীর জানান, আগামী ৭ থেকে ২৮ অক্টোবর পর্যন্ত সারাদেশে ২২টি সমাবেশ ও কর্মসূচি পালন করা হবে। বিভাগীয় শহরগুলোতে এই সমাবেশ অনুষ্ঠিত হবে। চট্টগ্রাম, ময়মনসিংহ, খুলনা, রংপুর, বরিশাল, সিলেট, কুমিল্লা ও রাজশাহীতে পর্যায়ক্রমে সমাবেশ হবে। সর্বশেষ ঢাকায় মহাসমাবেশ অনুষ্ঠিত হবে বলে তিনি জানান। bbox=[585, 902, 976, 1003]
headline: রাঙাঁকে অব্যাহতির কারণ bbox=[650, 660, 911, 691]
notice-title: হারিয়েছে bbox=[1053, 1680, 1114, 1700]
headline: ইঁদুর মারার ফাঁদে প্রাণ bbox=[1211, 1243, 1481, 1281]
article-body: ইউনিয়নের জামিরহাটি গ্রামে এ ঘটনা ঘটে। পুলিশ ও স্থানীয় সূত্রে জানা যায়, উপজেলার নালগুছো গ্রামের নিজস্ব জমিতে ফসল রক্ষায় ইঁদুর মারার জন্য বৈদ্যুতিক ফাঁদ পাতা হয়েছিল। রাতে মাঠে গিয়ে ওই ফাঁদে জড়িয়ে বিদ্যুৎস্পৃষ্ট হয়ে এক কৃষকের মৃত্যু হয়। খবর পেয়ে পুলিশ মরদেহ উদ্ধার করে ময়নাতদন্তের জন্য মর্গে পাঠিয়েছে। এ ঘটনায় থানায় একটি অপমৃত্যু মামলা দায়ের করা হয়েছে। bbox=[1190, 1310, 1502, 1428]
notice-name: মো. আতিকুল হাসান তালুকদার। bbox=[1019, 1646, 1171, 1660]
article-body: আইয়ের তত্ত্বাবধান। এই মামলায় হাতিরঝিল থানার ভারপ্রাপ্ত কর্মকর্তা (ওসি) আবুল কালাম আজাদসহ চার পুলিশ সদস্যকে আসামি করা হয়েছে। মামলার বাদী অভিযোগ করেন, তার স্বামীকে থানায় নিয়ে নির্যাতন করা হয়েছে। আদালত বাদীর জবানবন্দি গ্রহণ করে পুলিশ ব্যুরো অব ইনভেস্টিগেশনকে (পিবিআই) তদন্তের নির্দেশ দিয়েছেন। আগামী ৩০ অক্টোবরের মধ্যে তদন্ত প্রতিবেদন দাখিল করতে বলা হয়েছে। bbox=[1190, 1106, 1502, 1224]
